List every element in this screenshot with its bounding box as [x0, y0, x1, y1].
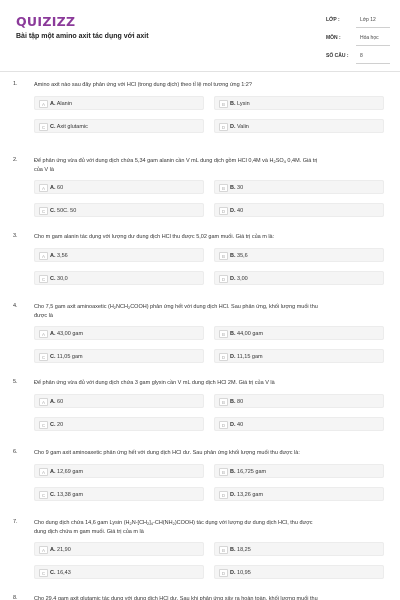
question-number: 5.	[13, 379, 18, 385]
option-letter-box: D	[219, 353, 228, 361]
question-number: 1.	[13, 81, 18, 87]
option-letter-box: D	[219, 123, 228, 131]
question-text: Cho 9 gam axit aminoaxetic phản ứng hết với dung dịch HCl dư. Sau phản ứng khối lượng muối thu được là:	[34, 450, 300, 456]
question-3	[0, 226, 400, 296]
question-number: 3.	[13, 233, 18, 239]
meta-subject-value: Hóa học	[360, 35, 379, 41]
question-2	[0, 150, 400, 226]
option-c[interactable]: C C. 13,38 gam	[34, 487, 204, 501]
question-number: 2.	[13, 157, 18, 163]
option-d[interactable]: D D. 40	[214, 203, 384, 217]
worksheet-meta	[324, 12, 390, 66]
option-b[interactable]: B B. 35,6	[214, 248, 384, 262]
question-1	[0, 74, 400, 150]
option-letter-box: B	[219, 468, 228, 476]
meta-class	[324, 12, 390, 30]
option-text: 18,25	[237, 547, 251, 553]
option-letter-box: B	[219, 398, 228, 406]
option-text: 30	[237, 185, 244, 191]
option-d[interactable]: D D. 10,95	[214, 565, 384, 579]
option-b[interactable]: B B. 80	[214, 394, 384, 408]
meta-divider	[356, 63, 390, 64]
question-list	[0, 74, 400, 600]
option-letter-box: B	[219, 184, 228, 192]
option-a[interactable]: A A. 60	[34, 394, 204, 408]
option-c[interactable]: C C. 11,05 gam	[34, 349, 204, 363]
option-letter-box: A	[39, 468, 48, 476]
question-text: Để phản ứng vừa đủ với dung dịch chứa 3 gam glyxin cần V mL dung dịch HCl 2M. Giá trị của V là	[34, 380, 275, 386]
option-text: 16,725 gam	[237, 469, 267, 475]
option-text: 12,69 gam	[57, 469, 84, 475]
option-text: 21,90	[57, 547, 71, 553]
meta-subject-label: MÔN :	[326, 35, 341, 41]
option-letter-box: A	[39, 252, 48, 260]
option-d[interactable]: D D. Valin	[214, 119, 384, 133]
option-text: 44,00 gam	[237, 331, 264, 337]
quizizz-logo: QUIZIZZ	[16, 14, 76, 29]
question-number: 4.	[13, 303, 18, 309]
option-text: 60	[57, 185, 64, 191]
option-letter-box: C	[39, 353, 48, 361]
option-text: 11,05 gam	[57, 354, 83, 360]
option-b[interactable]: B B. 30	[214, 180, 384, 194]
option-letter-box: D	[219, 207, 228, 215]
option-text: 3,56	[57, 253, 68, 259]
option-a[interactable]: A A. 21,90	[34, 542, 204, 556]
question-text: Cho m gam alanin tác dụng với lượng dư dung dịch HCl thu được 5,02 gam muối. Giá trị của m là:	[34, 234, 275, 240]
option-c[interactable]: C C. 50C. 50	[34, 203, 204, 217]
option-text: 30,0	[57, 276, 68, 282]
option-text: Valin	[237, 124, 249, 130]
option-text: 11,15 gam	[237, 354, 263, 360]
meta-divider	[356, 45, 390, 46]
option-text: 80	[237, 399, 244, 405]
question-text: Amino axit nào sau đây phản ứng với HCl (trong dung dịch) theo tỉ lệ mol tương ứng 1:2?	[34, 82, 252, 88]
option-text: 50C. 50	[57, 208, 77, 214]
option-c[interactable]: C C. 16,43	[34, 565, 204, 579]
option-b[interactable]: B B. 44,00 gam	[214, 326, 384, 340]
option-text: 10,95	[237, 570, 251, 576]
option-text: Lysin	[237, 101, 250, 107]
option-letter-box: C	[39, 569, 48, 577]
option-b[interactable]: B B. Lysin	[214, 96, 384, 110]
option-d[interactable]: D D. 3,00	[214, 271, 384, 285]
question-number: 8.	[13, 595, 18, 600]
option-letter-box: C	[39, 491, 48, 499]
option-letter-box: C	[39, 207, 48, 215]
option-text: 16,43	[57, 570, 71, 576]
option-letter-box: D	[219, 275, 228, 283]
option-letter-box: B	[219, 252, 228, 260]
question-text: Cho dung dịch chứa 14,6 gam Lysin $(H_2N-[CH_2]_4-CH(NH_2)COOH)$ tác dụng với lượng dư dung dịch HCl, thu được dung dịch chứa m gam muối. Giá trị của m là	[34, 520, 313, 535]
option-letter-box: C	[39, 275, 48, 283]
option-d[interactable]: D D. 11,15 gam	[214, 349, 384, 363]
option-text: 43,00 gam	[57, 331, 84, 337]
option-text: 3,00	[237, 276, 248, 282]
question-number: 6.	[13, 449, 18, 455]
question-6	[0, 442, 400, 512]
question-4	[0, 296, 400, 372]
option-c[interactable]: C C. 30,0	[34, 271, 204, 285]
option-letter-box: A	[39, 100, 48, 108]
option-b[interactable]: B B. 16,725 gam	[214, 464, 384, 478]
option-text: 60	[57, 399, 64, 405]
option-d[interactable]: D D. 40	[214, 417, 384, 431]
meta-count	[324, 48, 390, 66]
option-letter-box: C	[39, 421, 48, 429]
option-text: Axit glutamic	[56, 124, 88, 130]
option-letter-box: C	[39, 123, 48, 131]
question-text: Để phản ứng vừa đủ với dung dịch chứa 5,34 gam alanin cần V mL dung dịch gồm HCl 0,4M và $H_2SO_4$ 0,4M. Giá trị của V là	[34, 158, 318, 173]
option-letter-box: B	[219, 546, 228, 554]
option-text: Alanin	[56, 101, 73, 107]
option-letter-box: A	[39, 184, 48, 192]
question-8	[0, 588, 400, 600]
option-letter-box: B	[219, 100, 228, 108]
meta-class-value: Lớp 12	[360, 17, 376, 23]
meta-divider	[356, 27, 390, 28]
question-7	[0, 512, 400, 588]
option-c[interactable]: C C. 20	[34, 417, 204, 431]
option-d[interactable]: D D. 13,26 gam	[214, 487, 384, 501]
option-letter-box: D	[219, 491, 228, 499]
question-number: 7.	[13, 519, 18, 525]
option-b[interactable]: B B. 18,25	[214, 542, 384, 556]
worksheet-header	[0, 0, 400, 72]
option-text: 40	[237, 208, 244, 214]
option-c[interactable]: C C. Axit glutamic	[34, 119, 204, 133]
option-text: 13,38 gam	[57, 492, 84, 498]
option-a[interactable]: A A. 3,56	[34, 248, 204, 262]
option-text: 20	[57, 422, 64, 428]
option-letter-box: A	[39, 546, 48, 554]
question-5	[0, 372, 400, 442]
option-letter-box: A	[39, 330, 48, 338]
meta-count-label: SỐ CÂU :	[326, 53, 349, 59]
option-text: 40	[237, 422, 244, 428]
meta-subject	[324, 30, 390, 48]
question-text: Cho 7,5 gam axit aminoaxetic $(H_2NCH_2COOH)$ phản ứng hết với dung dịch HCl. Sau phản ứng, khối lượng muối thu được là	[34, 304, 318, 319]
worksheet-title: Bài tập một amino axit tác dụng với axit	[16, 33, 149, 40]
meta-class-label: LỚP :	[326, 17, 340, 23]
option-a[interactable]: A A. 43,00 gam	[34, 326, 204, 340]
meta-count-value: 8	[360, 53, 363, 59]
option-letter-box: B	[219, 330, 228, 338]
option-a[interactable]: A A. Alanin	[34, 96, 204, 110]
option-text: 35,6	[237, 253, 248, 259]
option-a[interactable]: A A. 60	[34, 180, 204, 194]
option-text: 13,26 gam	[237, 492, 264, 498]
option-letter-box: D	[219, 421, 228, 429]
option-letter-box: D	[219, 569, 228, 577]
question-text: Cho 29,4 gam axit glutamic tác dụng với dung dịch HCl dư. Sau khi phản ứng xảy ra hoàn toàn, khối lượng muối thu	[34, 596, 318, 600]
option-letter-box: A	[39, 398, 48, 406]
option-a[interactable]: A A. 12,69 gam	[34, 464, 204, 478]
